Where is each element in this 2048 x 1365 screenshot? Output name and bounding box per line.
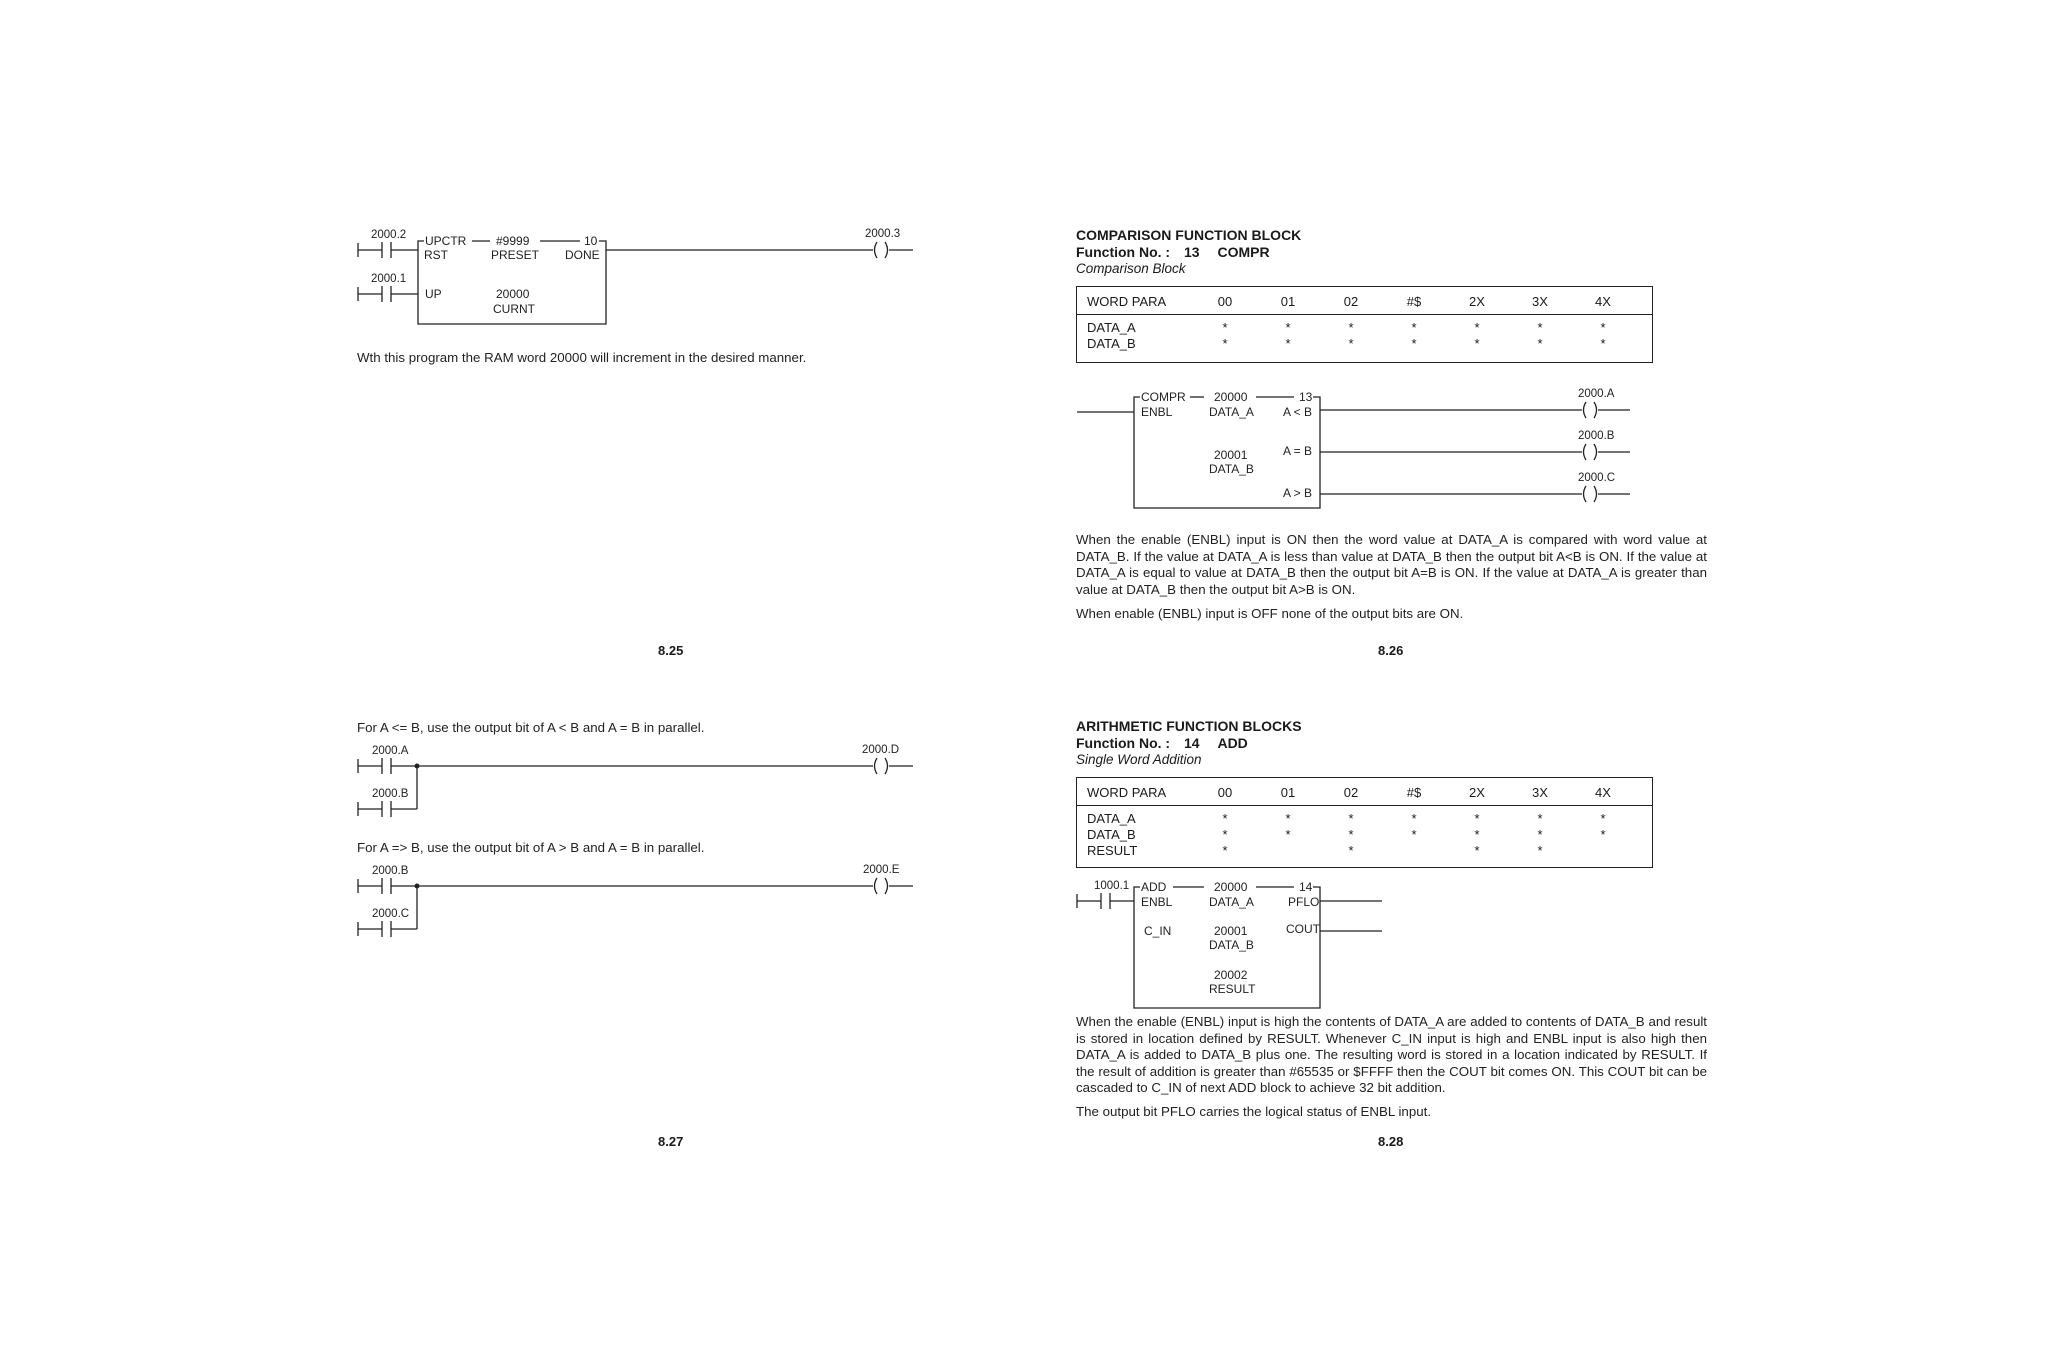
table-cell: *	[1411, 336, 1417, 351]
output-a-lt-b: A < B	[1283, 405, 1313, 419]
section-heading: ARITHMETIC FUNCTION BLOCKS	[1076, 718, 1302, 734]
block-name: UPCTR	[425, 234, 467, 248]
function-number: 13	[1183, 244, 1200, 260]
coil-label: 2000.E	[863, 864, 900, 876]
column-header: WORD PARA	[1087, 294, 1167, 309]
coil-label: 2000.B	[1578, 430, 1615, 442]
table-cell: *	[1411, 827, 1417, 842]
c-in-label: C_IN	[1144, 924, 1172, 938]
contact-label: 2000.A	[372, 745, 409, 757]
function-number: 10	[584, 234, 598, 248]
instruction-text: For A <= B, use the output bit of A < B and A = B in parallel.	[357, 720, 705, 735]
column-header: 02	[1343, 294, 1359, 309]
pflo-label: PFLO	[1288, 895, 1320, 909]
table-cell: *	[1222, 320, 1228, 335]
column-header: WORD PARA	[1087, 785, 1167, 800]
function-number: 14	[1183, 735, 1200, 751]
column-header: 00	[1217, 294, 1233, 309]
table-cell: *	[1348, 843, 1354, 858]
table-cell: *	[1537, 336, 1543, 351]
table-cell: *	[1222, 336, 1228, 351]
contact-label-rst: 2000.2	[371, 229, 407, 241]
curnt-label: CURNT	[493, 302, 535, 316]
column-header: 4X	[1595, 294, 1611, 309]
column-header: 00	[1217, 785, 1233, 800]
column-header: #$	[1406, 785, 1422, 800]
table-cell: *	[1222, 827, 1228, 842]
table-cell: *	[1285, 827, 1291, 842]
rst-label: RST	[424, 248, 448, 262]
column-header: 3X	[1532, 294, 1548, 309]
column-header: 01	[1280, 785, 1296, 800]
contact-label: 2000.B	[372, 788, 409, 800]
preset-value: #9999	[496, 234, 530, 248]
instruction-text: For A => B, use the output bit of A > B and A = B in parallel.	[357, 840, 705, 855]
coil-label-done: 2000.3	[865, 228, 901, 240]
table-cell: *	[1285, 811, 1291, 826]
contact-label: 2000.C	[372, 908, 410, 920]
enbl-label: ENBL	[1141, 405, 1173, 419]
output-a-eq-b: A = B	[1283, 444, 1313, 458]
contact-label: 1000.1	[1094, 880, 1130, 892]
column-header: 01	[1280, 294, 1296, 309]
coil-label: 2000.D	[862, 744, 900, 756]
data-a-label: DATA_A	[1209, 895, 1254, 909]
data-b-value: 20001	[1214, 448, 1248, 462]
table-cell: *	[1222, 843, 1228, 858]
table-cell: *	[1348, 811, 1354, 826]
enbl-label: ENBL	[1141, 895, 1173, 909]
description-paragraph: When the enable (ENBL) input is ON then the word value at DATA_A is compared with word value at DATA_B. If the value at DATA_A is less than value at DATA_B then the output bit A<B is ON. If the value at DATA_A is equal to value at DATA_B then the output bit A=B is ON. If the value at DATA_A is greater than value at DATA_B then the output bit A>B is ON.	[1076, 532, 1707, 597]
column-header: 4X	[1595, 785, 1611, 800]
data-a-value: 20000	[1214, 880, 1248, 894]
description-paragraph: When the enable (ENBL) input is high the contents of DATA_A are added to contents of DATA_B and result is stored in location defined by RESULT. Whenever C_IN input is high and ENBL input is also high then DATA_A is added to DATA_B plus one. The resulting word is stored in a location indicated by RESULT. If the result of addition is greater than #65535 or $FFFF then the COUT bit comes ON. This COUT bit can be cascaded to C_IN of next ADD block to achieve 32 bit addition.	[1076, 1014, 1707, 1096]
preset-label: PRESET	[491, 248, 540, 262]
curnt-value: 20000	[496, 287, 530, 301]
table-cell: *	[1600, 336, 1606, 351]
data-b-label: DATA_B	[1209, 938, 1254, 952]
table-cell: *	[1411, 811, 1417, 826]
description-paragraph: When enable (ENBL) input is OFF none of the output bits are ON.	[1076, 606, 1464, 621]
page-8-25-note: Wth this program the RAM word 20000 will increment in the desired manner.	[357, 350, 807, 365]
table-cell: *	[1537, 843, 1543, 858]
table-cell: *	[1600, 827, 1606, 842]
page-number: 8.25	[658, 643, 684, 658]
section-heading: COMPARISON FUNCTION BLOCK	[1076, 227, 1302, 243]
result-label: RESULT	[1209, 982, 1256, 996]
page-number: 8.26	[1378, 643, 1404, 658]
table-cell: *	[1537, 811, 1543, 826]
column-header: #$	[1406, 294, 1422, 309]
row-label: DATA_A	[1087, 811, 1136, 826]
row-label: RESULT	[1087, 843, 1138, 858]
function-label: Function No. :	[1076, 244, 1171, 260]
output-a-gt-b: A > B	[1283, 486, 1313, 500]
done-label: DONE	[565, 248, 600, 262]
table-cell: *	[1474, 320, 1480, 335]
column-header: 2X	[1469, 294, 1485, 309]
data-a-label: DATA_A	[1209, 405, 1254, 419]
row-label: DATA_B	[1087, 336, 1136, 351]
table-cell: *	[1537, 320, 1543, 335]
function-name: ADD	[1217, 735, 1248, 751]
data-a-value: 20000	[1214, 390, 1248, 404]
column-header: 02	[1343, 785, 1359, 800]
table-cell: *	[1348, 827, 1354, 842]
description-paragraph: The output bit PFLO carries the logical status of ENBL input.	[1076, 1104, 1432, 1119]
function-line	[1076, 735, 1248, 751]
page-number: 8.27	[658, 1134, 684, 1149]
function-name: COMPR	[1217, 244, 1270, 260]
data-b-value: 20001	[1214, 924, 1248, 938]
table-cell: *	[1348, 320, 1354, 335]
row-label: DATA_A	[1087, 320, 1136, 335]
function-number: 13	[1299, 390, 1313, 404]
table-cell: *	[1222, 811, 1228, 826]
row-label: DATA_B	[1087, 827, 1136, 842]
parameter-table	[1076, 286, 1653, 363]
function-number: 14	[1299, 880, 1313, 894]
table-cell: *	[1411, 320, 1417, 335]
table-cell: *	[1600, 811, 1606, 826]
result-value: 20002	[1214, 968, 1248, 982]
table-cell: *	[1285, 336, 1291, 351]
function-line	[1076, 244, 1270, 260]
contact-label: 2000.B	[372, 865, 409, 877]
contact-label-up: 2000.1	[371, 273, 407, 285]
block-name: ADD	[1141, 880, 1167, 894]
function-label: Function No. :	[1076, 735, 1171, 751]
data-b-label: DATA_B	[1209, 462, 1254, 476]
cout-label: COUT	[1286, 922, 1320, 936]
page-number: 8.28	[1378, 1134, 1404, 1149]
table-cell: *	[1474, 336, 1480, 351]
parameter-table	[1076, 777, 1653, 868]
block-name: COMPR	[1141, 390, 1186, 404]
coil-label: 2000.C	[1578, 472, 1616, 484]
column-header: 3X	[1532, 785, 1548, 800]
section-subtitle: Single Word Addition	[1076, 752, 1202, 767]
column-header: 2X	[1469, 785, 1485, 800]
table-cell: *	[1348, 336, 1354, 351]
table-cell: *	[1537, 827, 1543, 842]
table-cell: *	[1474, 843, 1480, 858]
table-cell: *	[1600, 320, 1606, 335]
up-label: UP	[425, 287, 442, 301]
section-subtitle: Comparison Block	[1076, 261, 1186, 276]
coil-label: 2000.A	[1578, 388, 1615, 400]
table-cell: *	[1474, 827, 1480, 842]
table-cell: *	[1285, 320, 1291, 335]
table-cell: *	[1474, 811, 1480, 826]
